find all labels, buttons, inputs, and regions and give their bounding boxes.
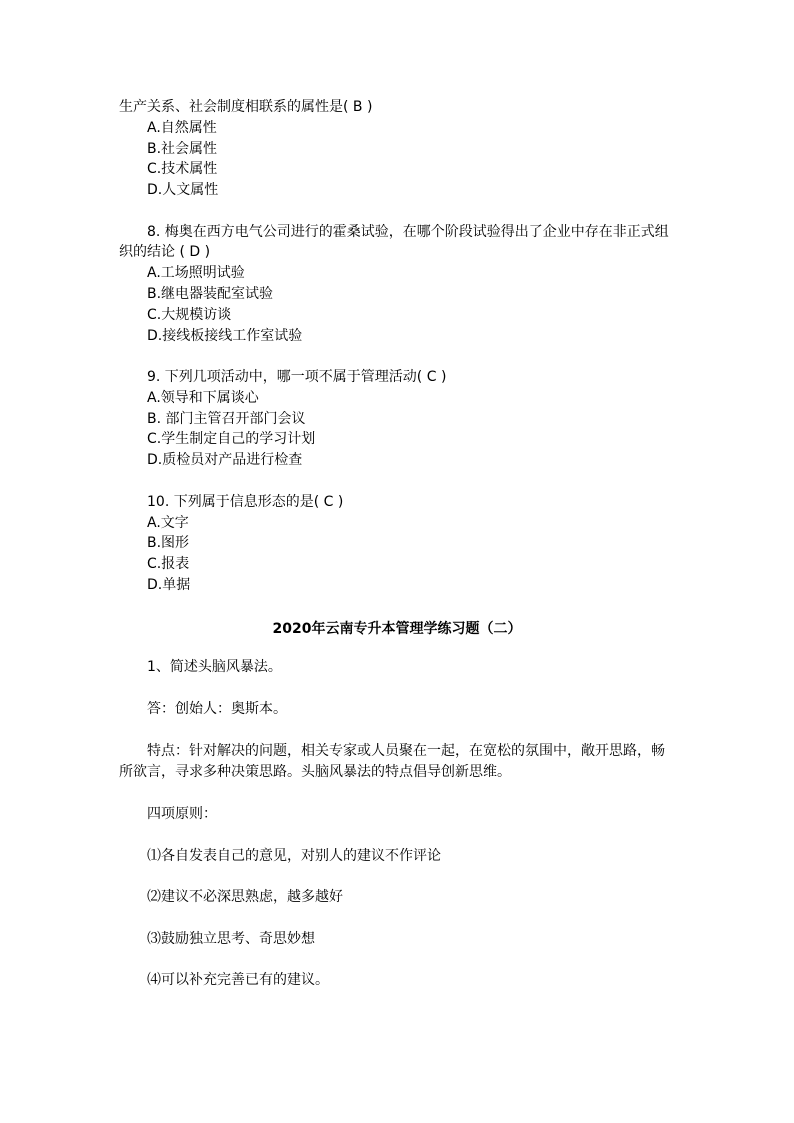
question-8-option-a: A.工场照明试验 [147, 265, 245, 281]
principle-2: ⑵建议不必深思熟虑，越多越好 [147, 889, 343, 905]
question-9-option-a: A.领导和下属谈心 [147, 390, 259, 406]
question-10-option-d: D.单据 [147, 577, 191, 593]
question-7-stem: 生产关系、社会制度相联系的属性是( B ) [119, 99, 373, 115]
principles-heading: 四项原则： [147, 806, 217, 822]
question-8-stem-line2: 织的结论 ( D ) [119, 244, 211, 260]
question-9-option-c: C.学生制定自己的学习计划 [147, 431, 316, 447]
question-7-option-a: A.自然属性 [147, 120, 217, 136]
question-7-option-d: D.人文属性 [147, 182, 219, 198]
question-7-option-c: C.技术属性 [147, 161, 218, 177]
question-9-option-d: D.质检员对产品进行检查 [147, 452, 303, 468]
principle-3: ⑶鼓励独立思考、奇思妙想 [147, 931, 315, 947]
question-8-option-b: B.继电器装配室试验 [147, 286, 274, 302]
question-10-option-c: C.报表 [147, 556, 190, 572]
question-9-stem: 9. 下列几项活动中，哪一项不属于管理活动( C ) [147, 369, 447, 385]
section-title: 2020年云南专升本管理学练习题（二） [272, 621, 522, 637]
question-10-option-b: B.图形 [147, 535, 190, 551]
features-line1: 特点：针对解决的问题，相关专家或人员聚在一起，在宽松的氛围中，敞开思路，畅 [147, 743, 665, 759]
question-9-option-b: B. 部门主管召开部门会议 [147, 411, 306, 427]
essay-question: 1、简述头脑风暴法。 [147, 659, 282, 675]
question-8-option-c: C.大规模访谈 [147, 307, 232, 323]
principle-1: ⑴各自发表自己的意见，对别人的建议不作评论 [147, 848, 441, 864]
features-line2: 所欲言，寻求多种决策思路。头脑风暴法的特点倡导创新思维。 [119, 764, 511, 780]
question-8-stem-line1: 8. 梅奥在西方电气公司进行的霍桑试验，在哪个阶段试验得出了企业中存在非正式组 [147, 224, 669, 240]
question-10-stem: 10. 下列属于信息形态的是( C ) [147, 494, 344, 510]
essay-answer: 答：创始人：奥斯本。 [147, 701, 287, 717]
question-8-option-d: D.接线板接线工作室试验 [147, 328, 303, 344]
question-10-option-a: A.文字 [147, 515, 189, 531]
question-7-option-b: B.社会属性 [147, 141, 218, 157]
principle-4: ⑷可以补充完善已有的建议。 [147, 972, 329, 988]
